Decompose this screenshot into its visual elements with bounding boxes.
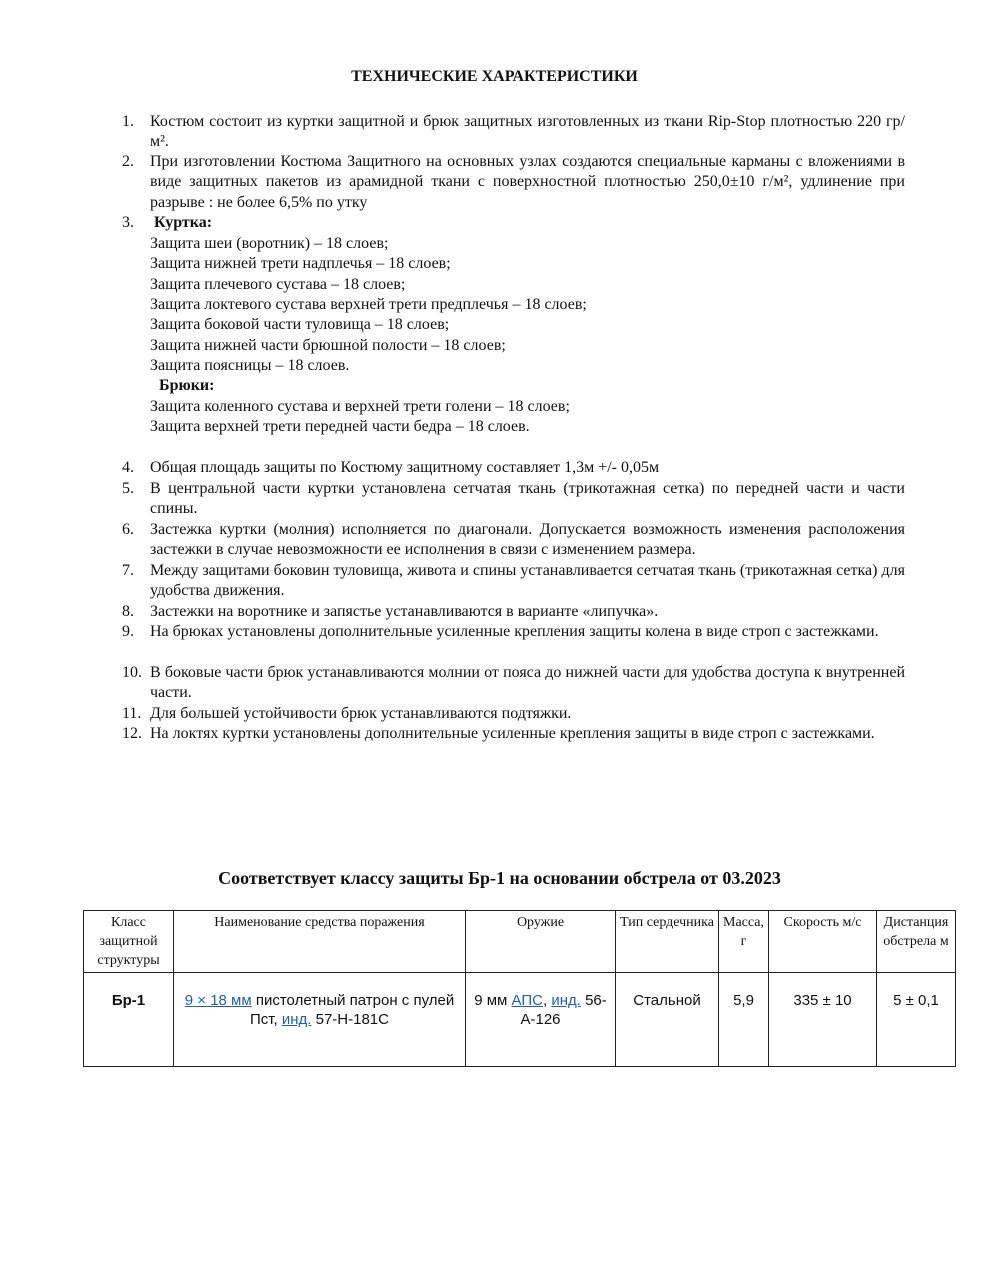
header-means: Наименование средства поражения bbox=[174, 911, 466, 973]
header-speed: Скорость м/с bbox=[769, 911, 877, 973]
item-text: Костюм состоит из куртки защитной и брюк защитных изготовленных из ткани Rip-Stop плотностью 220 гр/м². bbox=[150, 113, 905, 151]
item-number: 7. bbox=[122, 562, 134, 579]
item-text: В центральной части куртки установлена сетчатая ткань (трикотажная сетка) по передней части и части спины. bbox=[150, 480, 905, 518]
item-text: На брюках установлены дополнительные усиленные крепления защиты колена в виде строп с застежками. bbox=[150, 623, 879, 640]
protection-table bbox=[83, 910, 956, 1067]
item-number: 12. bbox=[122, 725, 142, 742]
item-number: 1. bbox=[122, 113, 134, 130]
trousers-heading: Брюки: bbox=[159, 377, 215, 394]
cell-speed: 335 ± 10 bbox=[769, 973, 877, 1067]
item-text: Общая площадь защиты по Костюму защитному составляет 1,3м +/- 0,05м bbox=[150, 459, 660, 476]
header-mass: Масса, г bbox=[719, 911, 769, 973]
item-text: В боковые части брюк устанавливаются молнии от пояса до нижней части для удобства доступа к внутренней части. bbox=[150, 664, 905, 702]
table-row bbox=[84, 973, 956, 1067]
item-number: 2. bbox=[122, 153, 134, 170]
jacket-line: Защита локтевого сустава верхней трети предплечья – 18 слоев; bbox=[150, 296, 587, 313]
item-number: 11. bbox=[122, 705, 142, 722]
cartridge-link[interactable]: 9 × 18 мм bbox=[184, 992, 252, 1009]
jacket-line: Защита плечевого сустава – 18 слоев; bbox=[150, 276, 406, 293]
trousers-line: Защита верхней трети передней части бедра – 18 слоев. bbox=[150, 418, 530, 435]
jacket-heading: Куртка: bbox=[154, 214, 213, 231]
cell-mass: 5,9 bbox=[719, 973, 769, 1067]
item-number: 6. bbox=[122, 521, 134, 538]
item-text: При изготовлении Костюма Защитного на основных узлах создаются специальные карманы с вложениями в виде защитных пакетов из арамидной ткани с поверхностной плотностью 250,0±10 г/м², удлинение при разрыве : не более 6,5% по утку bbox=[150, 153, 905, 211]
item-number: 8. bbox=[122, 603, 134, 620]
protection-class-heading: Соответствует классу защиты Бр-1 на основании обстрела от 03.2023 bbox=[218, 868, 781, 888]
item-number: 5. bbox=[122, 480, 134, 497]
header-class: Класс защитной структуры bbox=[84, 911, 174, 973]
item-number: 9. bbox=[122, 623, 134, 640]
cell-class: Бр-1 bbox=[84, 973, 174, 1067]
header-core: Тип сердечника bbox=[616, 911, 719, 973]
means-text: 57-Н-181С bbox=[311, 1011, 389, 1028]
cell-distance: 5 ± 0,1 bbox=[877, 973, 956, 1067]
cell-weapon bbox=[466, 973, 616, 1067]
weapon-index-link[interactable]: инд. bbox=[551, 992, 581, 1009]
cell-core: Стальной bbox=[616, 973, 719, 1067]
item-text: Застежка куртки (молния) исполняется по диагонали. Допускается возможность изменения расположения застежки в случае невозможности ее исполнения в связи с изменением размера. bbox=[150, 521, 905, 559]
means-text: пистолетный патрон с пулей Пст, bbox=[250, 992, 455, 1028]
table-header-row bbox=[84, 911, 956, 973]
weapon-text: , bbox=[542, 992, 552, 1009]
trousers-line: Защита коленного сустава и верхней трети голени – 18 слоев; bbox=[150, 398, 570, 415]
jacket-line: Защита поясницы – 18 слоев. bbox=[150, 357, 350, 374]
document-title: ТЕХНИЧЕСКИЕ ХАРАКТЕРИСТИКИ bbox=[351, 68, 638, 85]
cell-means bbox=[174, 973, 466, 1067]
jacket-line: Защита нижней трети надплечья – 18 слоев; bbox=[150, 255, 451, 272]
item-number: 4. bbox=[122, 459, 134, 476]
aps-link[interactable]: АПС bbox=[511, 992, 543, 1009]
jacket-line: Защита шеи (воротник) – 18 слоев; bbox=[150, 235, 389, 252]
weapon-text: 9 мм bbox=[474, 992, 512, 1009]
jacket-line: Защита боковой части туловища – 18 слоев; bbox=[150, 316, 450, 333]
item-text: Застежки на воротнике и запястье устанавливаются в варианте «липучка». bbox=[150, 603, 659, 620]
jacket-line: Защита нижней части брюшной полости – 18 слоев; bbox=[150, 337, 506, 354]
item-number: 3. bbox=[122, 214, 134, 231]
item-text: Между защитами боковин туловища, живота и спины устанавливается сетчатая ткань (трикотажная сетка) для удобства движения. bbox=[150, 562, 905, 600]
header-distance: Дистанция обстрела м bbox=[877, 911, 956, 973]
item-number: 10. bbox=[122, 664, 142, 681]
weapon-text: 56-А-126 bbox=[520, 992, 607, 1028]
index-link[interactable]: инд. bbox=[281, 1011, 312, 1028]
item-text: На локтях куртки установлены дополнительные усиленные крепления защиты в виде строп с застежками. bbox=[150, 725, 875, 742]
header-weapon: Оружие bbox=[466, 911, 616, 973]
item-text: Для большей устойчивости брюк устанавливаются подтяжки. bbox=[150, 705, 572, 722]
